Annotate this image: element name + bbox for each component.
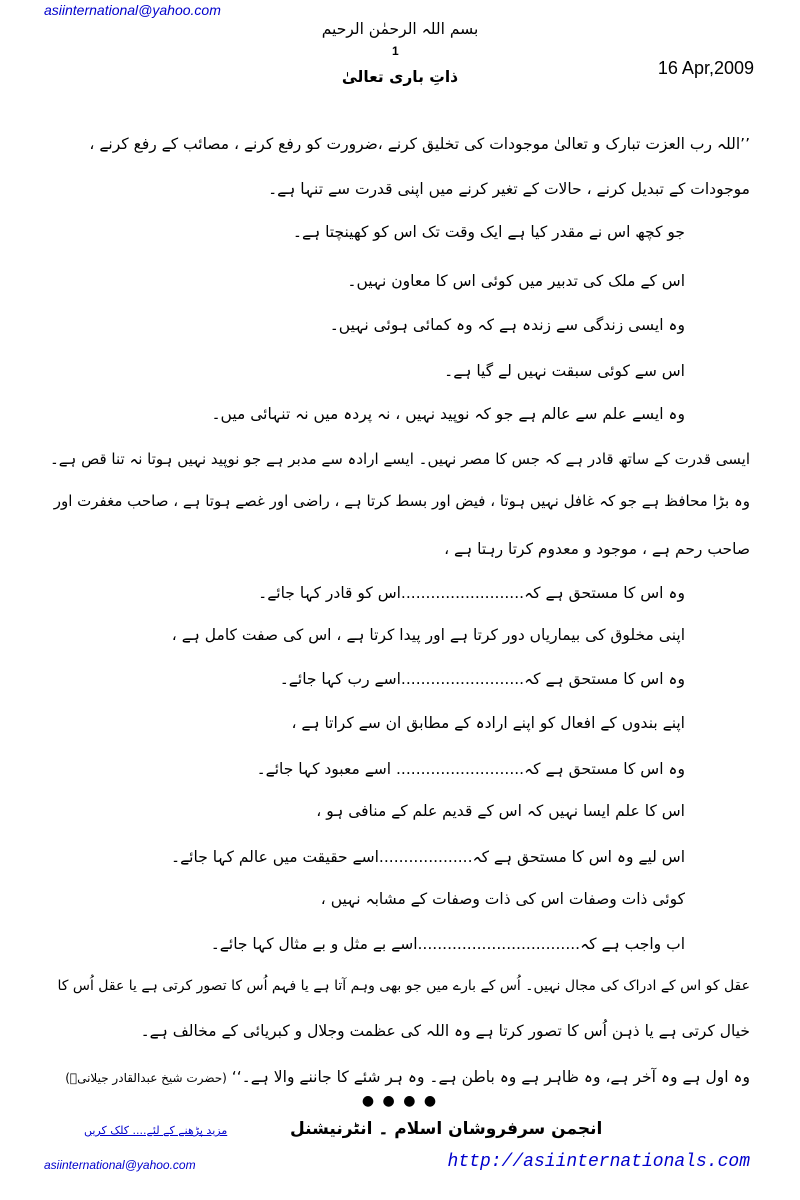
document-date: 16 Apr,2009 (657, 58, 754, 78)
body-line: وہ اس کا مستحق ہے کہ.......................... اسے معبود کہا جائے۔ (256, 760, 685, 778)
closing-line (65, 1068, 750, 1086)
body-line: موجودات کے تبدیل کرنے ، حالات کے تغیر کرنے میں اپنی قدرت سے تنہا ہے۔ (268, 180, 750, 198)
closing-quote: وہ اول ہے وہ آخر ہے، وہ ظاہر ہے وہ باطن ہے۔ وہ ہر شئے کا جاننے والا ہے۔‘‘ (231, 1068, 750, 1086)
article-body (40, 0, 750, 1200)
body-line: اپنی مخلوق کی بیماریاں دور کرتا ہے اور پیدا کرتا ہے ، اس کی صفت کامل ہے ، (171, 626, 685, 644)
website-link[interactable]: http://asiinternationals.com (447, 1152, 750, 1172)
body-line: وہ بڑا محافظ ہے جو کہ غافل نہیں ہوتا ، فیض اور بسط کرتا ہے ، راضی اور غصے ہوتا ہے ، صاحب مغفرت اور (53, 492, 750, 510)
body-line: خیال کرتی ہے یا ذہن اُس کا تصور کرتا ہے وہ اللہ کی عظمت وجلال و کبریائی کے مخالف ہے۔ (140, 1022, 750, 1040)
body-line: اپنے بندوں کے افعال کو اپنے ارادہ کے مطابق ان سے کراتا ہے ، (291, 714, 685, 732)
footer-email-link[interactable]: asiinternational@yahoo.com (44, 1158, 196, 1172)
body-line: کوئی ذات وصفات اس کی ذات وصفات کے مشابہ نہیں ، (320, 890, 685, 908)
body-line: اس کا علم ایسا نہیں کہ اس کے قدیم علم کے منافی ہو ، (316, 802, 685, 820)
body-line: جو کچھ اس نے مقدر کیا ہے ایک وقت تک اس کو کھینچتا ہے۔ (292, 223, 685, 241)
body-line: ایسی قدرت کے ساتھ قادر ہے کہ جس کا مصر نہیں۔ ایسے ارادہ سے مدبر ہے جو نوپید نہیں ہوتا نہ تنا قص ہے۔ (49, 450, 750, 468)
header-email-link[interactable]: asiinternational@yahoo.com (44, 2, 221, 18)
body-line: اس کے ملک کی تدبیر میں کوئی اس کا معاون نہیں۔ (347, 272, 685, 290)
body-line: ’’اللہ رب العزت تبارک و تعالیٰ موجودات کی تخلیق کرنے ،ضرورت کو رفع کرنے ، مصائب کے رفع کرنے ، (89, 135, 750, 153)
body-line: وہ ایسے علم سے عالم ہے جو کہ نوپید نہیں ، نہ پردہ میں نہ تنہائی میں۔ (211, 405, 685, 423)
organization-name: انجمن سرفروشان اسلام ۔ انٹرنیشنل (290, 1119, 603, 1139)
page-title: ذاتِ باری تعالیٰ (341, 68, 459, 86)
body-line: اس لیے وہ اس کا مستحق ہے کہ...................اسے حقیقت میں عالم کہا جائے۔ (171, 848, 685, 866)
bismillah-heading: بسم اللہ الرحمٰن الرحیم (321, 20, 479, 38)
body-line: عقل کو اس کے ادراک کی مجال نہیں۔ اُس کے بارے میں جو بھی وہم آتا ہے یا فہم اُس کا تصور کرتی ہے یا عقل اُس کا (57, 978, 750, 994)
page-number: 1 (392, 44, 399, 58)
ornament-divider: ● ● ● ● (361, 1093, 439, 1109)
body-line: وہ اس کا مستحق ہے کہ.........................اسے رب کہا جائے۔ (279, 670, 685, 688)
body-line: اس سے کوئی سبقت نہیں لے گیا ہے۔ (444, 362, 685, 380)
body-line: صاحب رحم ہے ، موجود و معدوم کرتا رہتا ہے ، (444, 540, 750, 558)
body-line: اب واجب ہے کہ.................................اسے بے مثل و بے مثال کہا جائے۔ (210, 935, 685, 953)
body-line: وہ اس کا مستحق ہے کہ.........................اس کو قادر کہا جائے۔ (258, 584, 685, 602)
attribution: (حضرت شیخ عبدالقادر جیلانیؒ) (65, 1071, 227, 1085)
read-more-link[interactable]: مزید پڑھنے کے لئے.... کلک کریں (84, 1124, 228, 1137)
body-line: وہ ایسی زندگی سے زندہ ہے کہ وہ کمائی ہوئی نہیں۔ (329, 316, 685, 334)
